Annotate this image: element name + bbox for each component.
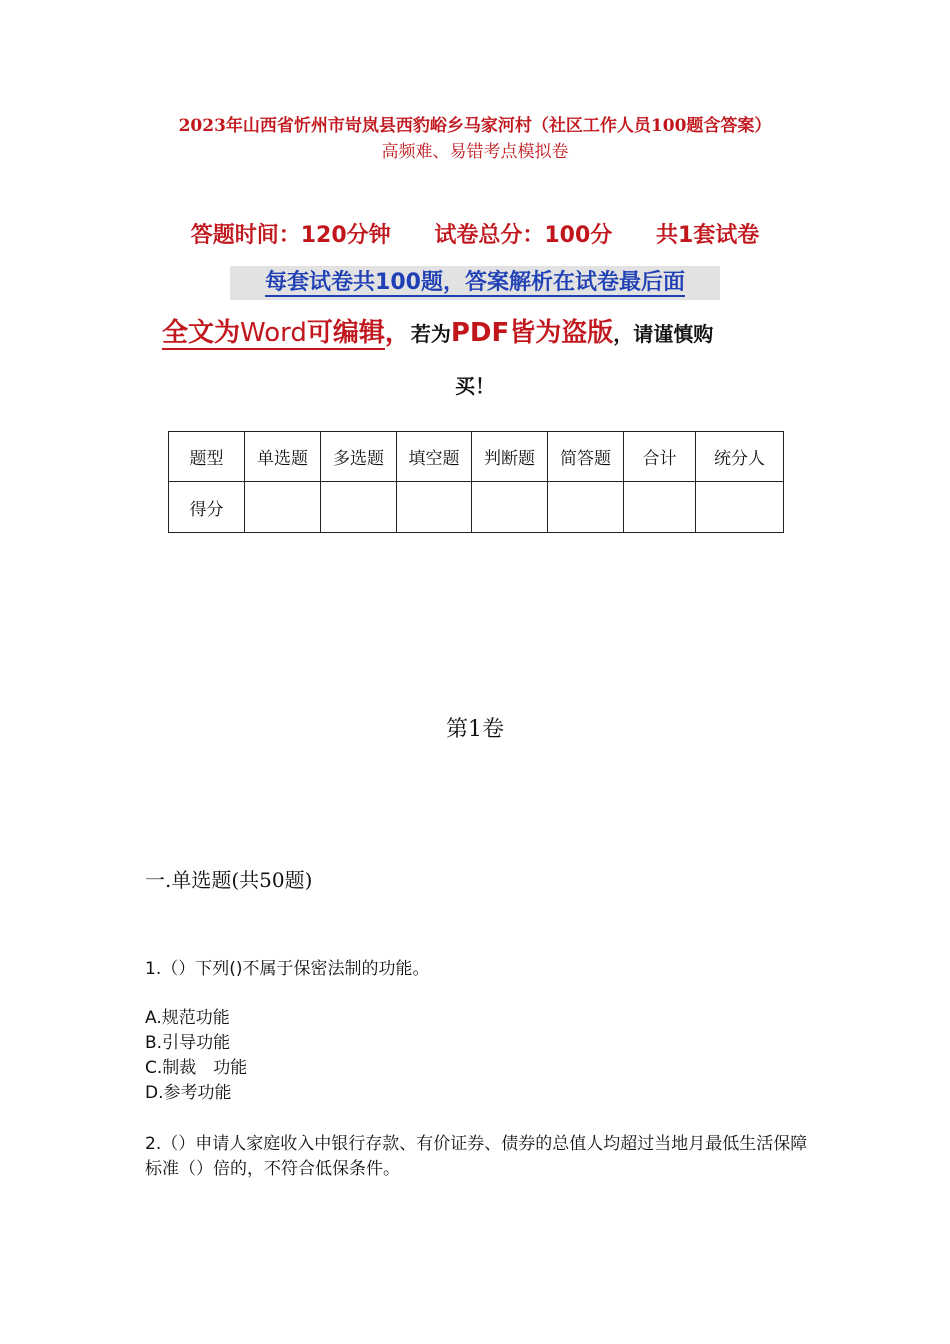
exam-sets: 共1套试卷 — [655, 223, 760, 248]
question-1-option-b: B.引导功能 — [145, 1033, 231, 1053]
question-1: 1.（）下列()不属于保密法制的功能。 — [145, 959, 430, 979]
score-header-cell: 统分人 — [696, 432, 784, 482]
question-2: 2.（）申请人家庭收入中银行存款、有价证券、债券的总值人均超过当地月最低生活保障标准（）倍的，不符合低保条件。 — [145, 1134, 808, 1179]
warn-part3: 若为 — [410, 322, 451, 346]
score-header-cell: 填空题 — [397, 432, 472, 482]
question-1-option-c: C.制裁 功能 — [145, 1058, 248, 1078]
score-row-label: 得分 — [169, 482, 245, 533]
score-header-cell: 单选题 — [245, 432, 321, 482]
warn-part2: 可编辑 — [306, 318, 385, 348]
score-cell[interactable] — [472, 482, 548, 533]
exam-title-line1: 2023年山西省忻州市岢岚县西豹峪乡马家河村（社区工作人员100题含答案） — [178, 116, 772, 136]
score-cell[interactable] — [624, 482, 696, 533]
score-header-cell: 多选题 — [321, 432, 397, 482]
score-cell[interactable] — [548, 482, 624, 533]
score-table-score-row — [169, 482, 784, 533]
score-header-cell: 判断题 — [472, 432, 548, 482]
warn-part5: 请谨慎购 — [633, 322, 714, 346]
answer-notice-text: 每套试卷共100题，答案解析在试卷最后面 — [265, 270, 685, 295]
score-header-cell: 简答题 — [548, 432, 624, 482]
question-1-option-a: A.规范功能 — [145, 1008, 230, 1028]
score-table — [168, 431, 784, 533]
answer-notice — [230, 266, 720, 300]
warn-word: Word — [240, 318, 307, 348]
warn-comma1: ， — [384, 318, 411, 348]
warn-part1: 全文为 — [162, 318, 241, 348]
piracy-warning — [162, 312, 802, 355]
score-table-header-row — [169, 432, 784, 482]
score-header-cell: 题型 — [169, 432, 245, 482]
exam-total-score: 试卷总分：100分 — [434, 223, 613, 248]
score-cell[interactable] — [696, 482, 784, 533]
volume-title: 第1卷 — [446, 717, 504, 742]
warn-comma2: ， — [613, 322, 634, 346]
section-title: 一.单选题(共50题) — [145, 868, 313, 892]
score-cell[interactable] — [397, 482, 472, 533]
question-1-option-d: D.参考功能 — [145, 1083, 232, 1103]
score-cell[interactable] — [321, 482, 397, 533]
score-cell[interactable] — [245, 482, 321, 533]
exam-time: 答题时间：120分钟 — [190, 223, 391, 248]
exam-meta — [100, 218, 850, 249]
warn-part4: PDF皆为盗版 — [450, 318, 614, 348]
score-header-cell: 合计 — [624, 432, 696, 482]
exam-title-line2: 高频难、易错考点模拟卷 — [381, 142, 569, 162]
piracy-warning-line2: 买！ — [455, 374, 495, 398]
